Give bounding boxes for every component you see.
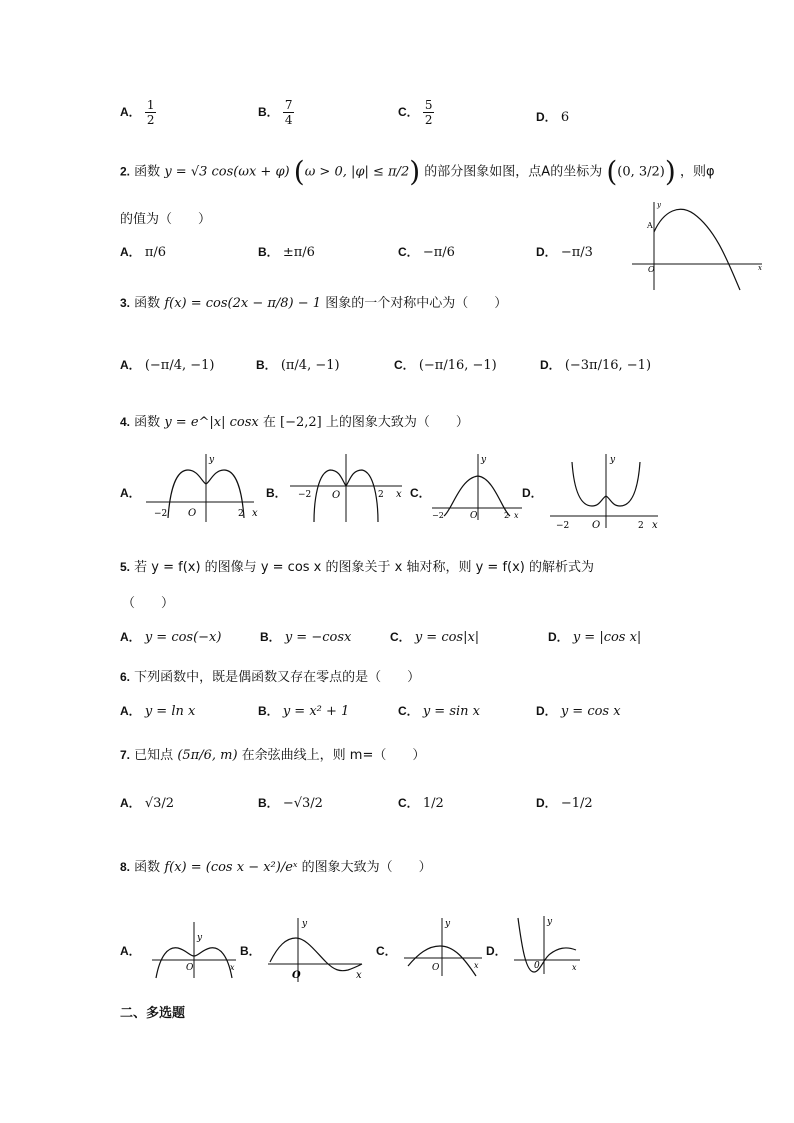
q1-option-c[interactable]: C． $\frac{5}{2}$ (398, 98, 433, 127)
q6-option-c[interactable]: C． y = sin x (398, 704, 480, 719)
q4-graph-d[interactable] (546, 450, 666, 530)
svg-text:x: x (230, 963, 235, 972)
q5-paren: （ ） (122, 596, 175, 611)
q3-stem: 3. 函数 f(x) = cos(2x − π/8) − 1 图象的一个对称中心为（ ） (120, 296, 508, 311)
q4-option-a[interactable]: A． (120, 486, 141, 500)
svg-text:y: y (302, 919, 308, 929)
q4-graph-b[interactable] (284, 450, 408, 524)
svg-text:−2: −2 (556, 521, 570, 530)
q2-option-a[interactable]: A． π/6 (120, 245, 167, 260)
origin-label: O (648, 265, 655, 274)
q4-option-d[interactable]: D． (522, 486, 543, 500)
svg-text:2: 2 (638, 521, 644, 530)
q3-option-b[interactable]: B． (π/4, −1) (256, 358, 340, 373)
svg-text:2: 2 (238, 509, 244, 519)
svg-text:2: 2 (378, 490, 384, 500)
q8-option-c[interactable]: C． (376, 944, 397, 958)
q2-stem: 2. 函数 y = √3 cos(ωx + φ) (ω > 0, |φ| ≤ π/2) 的部分图象如图，点A的坐标为 ((0, 3/2)) ，则φ (120, 155, 715, 188)
q2-option-d[interactable]: D． −π/3 (536, 245, 593, 260)
q1-option-a[interactable]: A． $\frac{1}{2}$ (120, 98, 155, 127)
svg-text:O: O (188, 508, 197, 519)
q8-stem: 8. 函数 f(x) = (cos x − x²)/eˣ 的图象大致为（ ） (120, 860, 432, 875)
q8-graph-a[interactable] (150, 916, 240, 982)
svg-text:y: y (610, 455, 616, 465)
svg-text:x: x (572, 963, 577, 972)
svg-text:x: x (396, 489, 402, 500)
svg-text:−2: −2 (298, 490, 312, 500)
q8-option-b[interactable]: B． (240, 944, 261, 958)
fraction: $\frac{7}{4}$ (284, 98, 293, 127)
q5-option-d[interactable]: D． y = |cos x| (548, 630, 642, 645)
svg-text:−2: −2 (432, 511, 444, 520)
svg-text:x: x (474, 961, 479, 970)
q8-option-a[interactable]: A． (120, 944, 141, 958)
q7-option-b[interactable]: B． −√3/2 (258, 796, 323, 811)
svg-text:O: O (470, 511, 478, 521)
q5-option-b[interactable]: B． y = −cosx (260, 630, 352, 645)
q6-stem: 6. 下列函数中，既是偶函数又存在零点的是（ ） (120, 670, 421, 685)
q1-option-b[interactable]: B． $\frac{7}{4}$ (258, 98, 293, 127)
q7-stem: 7. 已知点 (5π/6, m) 在余弦曲线上，则 m=（ ） (120, 748, 426, 763)
q8-graph-c[interactable] (402, 914, 484, 980)
q2-option-b[interactable]: B． ±π/6 (258, 245, 315, 260)
q3-option-c[interactable]: C． (−π/16, −1) (394, 358, 497, 373)
q8-graph-b[interactable] (264, 912, 368, 984)
fraction: $\frac{1}{2}$ (146, 98, 155, 127)
x-axis-label: x (758, 264, 762, 272)
q3-option-d[interactable]: D． (−3π/16, −1) (540, 358, 652, 373)
svg-text:x: x (252, 508, 258, 519)
svg-text:−2: −2 (154, 509, 168, 519)
q8-graph-d[interactable] (510, 912, 584, 980)
y-axis-label: y (657, 201, 661, 209)
svg-text:O: O (186, 963, 194, 973)
fraction: $\frac{5}{2}$ (424, 98, 433, 127)
q4-option-c[interactable]: C． (410, 486, 431, 500)
q2-option-c[interactable]: C． −π/6 (398, 245, 455, 260)
q7-option-a[interactable]: A． √3/2 (120, 796, 175, 811)
svg-text:0: 0 (534, 961, 540, 971)
q5-stem: 5. 若 y = f(x) 的图像与 y = cos x 的图象关于 x 轴对称，则 y = f(x) 的解析式为 (120, 560, 594, 575)
svg-text:y: y (481, 455, 487, 465)
q5-option-a[interactable]: A． y = cos(−x) (120, 630, 222, 645)
q2-stem-cont: 的值为（ ） (120, 212, 212, 227)
svg-text:O: O (292, 970, 301, 981)
q4-stem: 4. 函数 y = e^|x| cosx 在 [−2,2] 上的图象大致为（ ） (120, 415, 469, 430)
q2-graph (628, 198, 768, 296)
q7-option-c[interactable]: C． 1/2 (398, 796, 444, 811)
svg-text:y: y (547, 917, 553, 927)
point-a-label: A (647, 221, 653, 230)
q6-option-a[interactable]: A． y = ln x (120, 704, 196, 719)
svg-text:2: 2 (504, 511, 510, 520)
q4-graph-a[interactable] (142, 450, 262, 524)
svg-text:O: O (592, 520, 601, 530)
svg-text:x: x (356, 970, 362, 981)
svg-text:y: y (445, 919, 451, 929)
q4-option-b[interactable]: B． (266, 486, 287, 500)
section-title: 二、多选题 (120, 1006, 186, 1021)
q7-option-d[interactable]: D． −1/2 (536, 796, 593, 811)
svg-text:y: y (197, 933, 203, 943)
q3-option-a[interactable]: A． (−π/4, −1) (120, 358, 215, 373)
q1-option-d[interactable]: D． 6 (536, 110, 570, 125)
svg-text:x: x (652, 520, 658, 530)
q4-graph-c[interactable] (430, 450, 526, 524)
q8-option-d[interactable]: D． (486, 944, 507, 958)
svg-text:O: O (432, 963, 440, 973)
q6-option-d[interactable]: D． y = cos x (536, 704, 621, 719)
q5-option-c[interactable]: C． y = cos|x| (390, 630, 480, 645)
q6-option-b[interactable]: B． y = x² + 1 (258, 704, 350, 719)
svg-text:y: y (209, 455, 215, 465)
svg-text:O: O (332, 490, 341, 501)
svg-text:x: x (514, 511, 519, 520)
